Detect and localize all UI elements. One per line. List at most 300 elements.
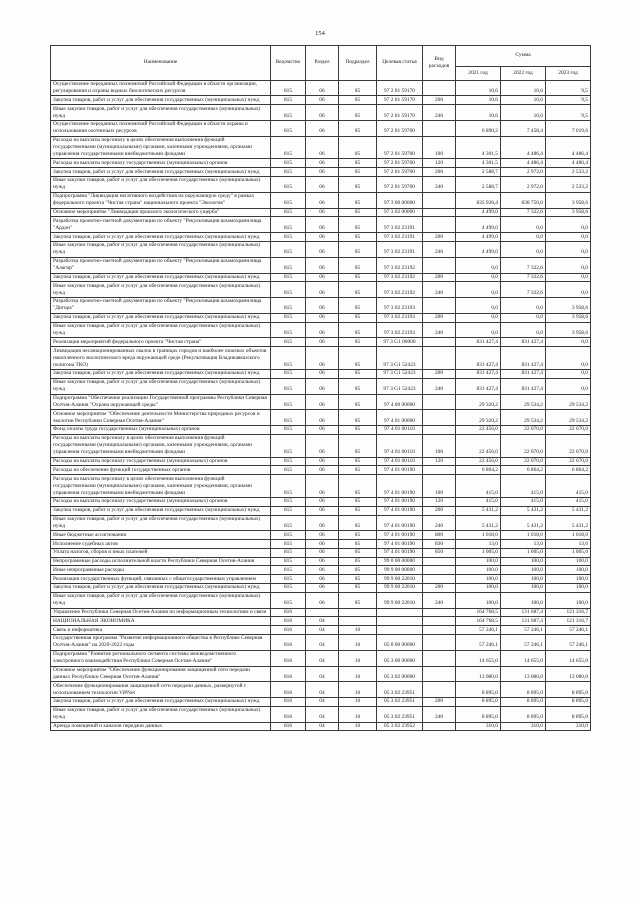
row-sum-2021: 5 431,2 [456,506,501,515]
row-ved: 815 [271,257,306,273]
row-sum-2021: 831 427,4 [456,369,501,378]
row-target-article: 97 2 01 59700 [377,136,423,159]
row-expense-type: 240 [423,105,456,121]
row-name: Закупка товаров, работ и услуг для обеспечения государственных (муниципальных) нужд [51,584,271,593]
row-target-article: 97 2 01 59700 [377,159,423,168]
row-podrazdel: 10 [339,666,377,682]
table-row [51,217,591,233]
row-razdel: 06 [306,506,339,515]
row-expense-type: 200 [423,313,456,322]
row-target-article: 97 3 02 23193 [377,313,423,322]
row-ved: 815 [271,584,306,593]
row-sum-2023: 0,0 [546,347,591,370]
row-name: Расходы на обеспечение функций государственных органов [51,466,271,475]
row-expense-type [423,608,456,617]
row-ved: 815 [271,548,306,557]
row-name: Связь и информатика [51,626,271,635]
row-expense-type: 200 [423,584,456,593]
row-razdel: 06 [306,369,339,378]
row-razdel: 06 [306,394,339,410]
row-razdel: 04 [306,682,339,698]
row-sum-2022: 0,0 [501,241,546,257]
row-sum-2021: 0,0 [456,322,501,338]
row-razdel: 04 [306,650,339,666]
row-sum-2023: 9,5 [546,96,591,105]
table-row [51,540,591,549]
row-sum-2022: 415,0 [501,475,546,498]
row-expense-type [423,466,456,475]
row-expense-type: 100 [423,434,456,457]
row-name: Закупка товаров, работ и услуг для обеспечения государственных (муниципальных) нужд [51,168,271,177]
row-name: Непрограммные расходы исполнительной власти Республики Северная Осетия-Алания [51,557,271,566]
table-row [51,273,591,282]
row-name: Иные закупки товаров, работ и услуг для обеспечения государственных (муниципальных) нужд [51,515,271,531]
row-sum-2021: 10,6 [456,80,501,96]
row-expense-type: 240 [423,378,456,394]
row-podrazdel: 05 [339,394,377,410]
row-sum-2023: 57 246,1 [546,626,591,635]
row-sum-2023: 4 486,4 [546,136,591,159]
header-target-article: Целевая статья [377,46,423,81]
row-target-article: 97 2 01 59700 [377,120,423,136]
table-row [51,722,591,731]
row-podrazdel: 05 [339,105,377,121]
row-target-article: 97 3 G1 52423 [377,378,423,394]
row-target-article: 05 3 02 23951 [377,698,423,707]
table-row [51,434,591,457]
row-ved: 815 [271,426,306,435]
row-name: Расходы на выплаты персоналу в целях обеспечения выполнения функций государственными (муниципальными) органами, казенными учреждениями, органами управления государственными внебюджетными фондами [51,136,271,159]
row-target-article: 97 4 01 00110 [377,434,423,457]
row-target-article: 99 9 00 22010 [377,584,423,593]
row-sum-2023: 0,0 [546,338,591,347]
row-target-article: 97 4 01 00190 [377,548,423,557]
row-podrazdel: 10 [339,626,377,635]
row-name: Обеспечение функционирования защищенной сети передачи данных, развернутой с использованием технологии ViPNet [51,682,271,698]
row-sum-2022: 100,0 [501,566,546,575]
row-name: Иные закупки товаров, работ и услуг для обеспечения государственных (муниципальных) нужд [51,282,271,298]
row-podrazdel: 05 [339,434,377,457]
row-expense-type [423,682,456,698]
row-target-article: 97 4 01 00190 [377,515,423,531]
row-sum-2021: 0,0 [456,313,501,322]
row-name: Расходы на выплаты персоналу государственных (муниципальных) органов [51,159,271,168]
row-sum-2022: 838 750,0 [501,192,546,208]
row-expense-type: 200 [423,698,456,707]
row-sum-2021: 0,0 [456,282,501,298]
row-name: Ликвидация несанкционированных свалок в границах городов и наиболее опасных объектов накопленного экологического вреда окружающей среде (Рекультивация Владикавказского полигона ТКО) [51,347,271,370]
row-ved: 816 [271,666,306,682]
row-name: Разработка проектно-сметной документации по объекту "Рекультивация шламохранилища "Дигора" [51,298,271,314]
row-sum-2023: 1 018,0 [546,531,591,540]
row-name: Основное мероприятие "Обеспечение деятельности Министерства природных ресурсов и экологии Республики Северная Осетия-Алания" [51,410,271,426]
table-row [51,575,591,584]
row-target-article: 97 4 00 00000 [377,394,423,410]
row-sum-2023: 0,0 [546,217,591,233]
row-ved: 815 [271,378,306,394]
table-row [51,457,591,466]
row-ved: 815 [271,410,306,426]
table-row [51,96,591,105]
row-sum-2023: 8 895,0 [546,706,591,722]
row-sum-2022: 0,0 [501,298,546,314]
row-ved: 816 [271,608,306,617]
row-sum-2021: 10,6 [456,96,501,105]
row-razdel: 06 [306,515,339,531]
row-sum-2021: 831 427,4 [456,378,501,394]
row-expense-type: 830 [423,540,456,549]
row-podrazdel: 05 [339,96,377,105]
row-ved: 815 [271,592,306,608]
row-sum-2022: 1 005,0 [501,548,546,557]
row-sum-2022: 0,0 [501,313,546,322]
row-sum-2023: 0,0 [546,369,591,378]
table-row [51,80,591,96]
row-sum-2021: 8 895,0 [456,698,501,707]
row-target-article: 05 3 02 23952 [377,722,423,731]
row-sum-2021: 2 588,7 [456,177,501,193]
row-sum-2021: 415,0 [456,475,501,498]
row-expense-type [423,208,456,217]
table-row [51,177,591,193]
row-podrazdel: 10 [339,682,377,698]
row-target-article: 97 3 G1 52423 [377,369,423,378]
table-row [51,159,591,168]
row-expense-type: 120 [423,498,456,507]
row-sum-2023: 4 486,4 [546,159,591,168]
row-sum-2023: 5 431,2 [546,515,591,531]
row-expense-type [423,192,456,208]
row-name: Осуществление переданных полномочий Российской Федерации в области охраны и использования охотничьих ресурсов [51,120,271,136]
row-podrazdel: 05 [339,457,377,466]
row-sum-2021: 0,0 [456,273,501,282]
table-row [51,257,591,273]
row-podrazdel: 05 [339,208,377,217]
row-razdel: 06 [306,168,339,177]
row-razdel: 06 [306,208,339,217]
row-expense-type: 100 [423,475,456,498]
row-name: Основное мероприятие "Обеспечение функционирования защищенной сети передачи данных Республики Северная Осетия-Алания" [51,666,271,682]
row-sum-2023: 29 534,2 [546,394,591,410]
table-row [51,394,591,410]
row-sum-2022: 7 322,6 [501,208,546,217]
row-sum-2022: 29 534,2 [501,394,546,410]
row-ved: 815 [271,498,306,507]
header-podrazdel: Подраздел [339,46,377,81]
row-ved: 816 [271,634,306,650]
row-sum-2021: 4 301,5 [456,136,501,159]
row-sum-2021: 100,0 [456,584,501,593]
row-ved: 816 [271,682,306,698]
row-target-article [377,617,423,626]
row-ved: 815 [271,515,306,531]
row-razdel: 06 [306,378,339,394]
table-row [51,634,591,650]
row-razdel: 06 [306,80,339,96]
row-name: Иные закупки товаров, работ и услуг для обеспечения государственных (муниципальных) нужд [51,378,271,394]
row-ved: 815 [271,566,306,575]
row-ved: 815 [271,322,306,338]
row-target-article: 97 4 01 00110 [377,426,423,435]
row-razdel: 06 [306,313,339,322]
row-name: Подпрограмма "Ликвидация негативного воздействия на окружающую среду" в рамках федерального проекта "Чистая страна" национального проекта "Экология" [51,192,271,208]
row-razdel: 06 [306,575,339,584]
row-sum-2022: 8 895,0 [501,698,546,707]
row-podrazdel: 05 [339,282,377,298]
header-expense-type: Вид расходов [423,46,456,81]
row-sum-2023: 415,0 [546,498,591,507]
row-sum-2022: 2 972,0 [501,177,546,193]
row-razdel: 06 [306,105,339,121]
row-target-article: 97 4 01 00000 [377,410,423,426]
row-name: Аренда помещений и каналов передачи данных [51,722,271,731]
row-target-article: 97 3 02 23192 [377,273,423,282]
row-expense-type: 200 [423,168,456,177]
row-ved: 815 [271,394,306,410]
row-sum-2021: 100,0 [456,557,501,566]
row-razdel: 06 [306,159,339,168]
row-podrazdel: 05 [339,506,377,515]
row-sum-2023: 22 670,0 [546,426,591,435]
row-target-article: 97 3 02 23192 [377,257,423,273]
row-name: Закупка товаров, работ и услуг для обеспечения государственных (муниципальных) нужд [51,313,271,322]
row-target-article: 97 4 01 00190 [377,540,423,549]
row-sum-2022: 6 864,2 [501,466,546,475]
table-row [51,347,591,370]
row-podrazdel: 10 [339,722,377,731]
row-target-article: 05 3 02 23951 [377,706,423,722]
row-target-article: 05 3 02 00000 [377,666,423,682]
row-sum-2022: 0,0 [501,233,546,242]
row-expense-type [423,557,456,566]
table-row [51,313,591,322]
row-podrazdel: 05 [339,241,377,257]
table-row [51,466,591,475]
header-sum: Сумма [456,46,591,67]
row-sum-2023: 14 655,0 [546,650,591,666]
row-target-article [377,608,423,617]
row-ved: 815 [271,177,306,193]
row-sum-2021: 0,0 [456,298,501,314]
row-sum-2022: 57 246,1 [501,634,546,650]
row-podrazdel: 05 [339,566,377,575]
row-sum-2023: 29 534,2 [546,410,591,426]
table-row [51,208,591,217]
row-sum-2021: 100,0 [456,566,501,575]
row-target-article: 97 3 G1 52423 [377,347,423,370]
row-ved: 815 [271,369,306,378]
table-row [51,566,591,575]
row-sum-2023: 8 895,0 [546,698,591,707]
row-name: Закупка товаров, работ и услуг для обеспечения государственных (муниципальных) нужд [51,698,271,707]
row-sum-2023: 310,0 [546,722,591,731]
row-sum-2023: 6 864,2 [546,466,591,475]
row-podrazdel [339,608,377,617]
row-podrazdel: 05 [339,298,377,314]
table-row [51,548,591,557]
row-podrazdel: 05 [339,548,377,557]
row-sum-2022: 10,6 [501,80,546,96]
row-ved: 815 [271,233,306,242]
row-razdel: 06 [306,233,339,242]
row-ved: 816 [271,698,306,707]
row-razdel: 06 [306,96,339,105]
row-target-article: 97 4 01 00190 [377,531,423,540]
row-podrazdel: 05 [339,168,377,177]
header-ved: Ведомство [271,46,306,81]
row-ved: 815 [271,80,306,96]
row-razdel: 04 [306,617,339,626]
row-ved: 816 [271,650,306,666]
row-target-article: 97 3 02 23193 [377,322,423,338]
row-razdel: 06 [306,338,339,347]
row-sum-2022: 0,0 [501,217,546,233]
row-sum-2021: 22 456,0 [456,434,501,457]
row-sum-2021: 8 895,0 [456,706,501,722]
row-name: Закупка товаров, работ и услуг для обеспечения государственных (муниципальных) нужд [51,273,271,282]
row-name: Подпрограмма "Развитие регионального сегмента системы межведомственного электронного взаимодействия Республики Северная Осетия-Алания" [51,650,271,666]
row-target-article: 97 4 01 00190 [377,475,423,498]
row-sum-2022: 57 246,1 [501,626,546,635]
row-expense-type [423,257,456,273]
row-name: Реализация мероприятий федерального проекта "Чистая страна" [51,338,271,347]
row-podrazdel: 05 [339,557,377,566]
row-name: Осуществление переданных полномочий Российской Федерации в области организации, регулирования и охраны водных биологических ресурсов [51,80,271,96]
row-sum-2023: 121 316,7 [546,617,591,626]
row-razdel: 06 [306,282,339,298]
row-target-article: 97 3 G1 00000 [377,338,423,347]
row-sum-2022: 22 670,0 [501,426,546,435]
row-name: Управление Республики Северная Осетия-Алания по информационным технологиям и связи [51,608,271,617]
row-name: Исполнение судебных актов [51,540,271,549]
row-sum-2022: 131 687,4 [501,608,546,617]
row-sum-2023: 5 431,2 [546,506,591,515]
row-ved: 815 [271,136,306,159]
row-name: Иные бюджетные ассигнования [51,531,271,540]
row-sum-2023: 0,0 [546,378,591,394]
row-podrazdel: 05 [339,192,377,208]
row-sum-2022: 29 534,2 [501,410,546,426]
row-sum-2022: 8 895,0 [501,682,546,698]
row-expense-type [423,217,456,233]
row-sum-2022: 1 018,0 [501,531,546,540]
row-expense-type [423,575,456,584]
row-podrazdel: 05 [339,410,377,426]
row-sum-2021: 57 246,1 [456,626,501,635]
row-sum-2022: 100,0 [501,557,546,566]
row-razdel: 06 [306,120,339,136]
row-razdel: 06 [306,566,339,575]
row-sum-2021: 4 301,5 [456,159,501,168]
row-podrazdel: 05 [339,177,377,193]
row-razdel: 06 [306,475,339,498]
row-sum-2023: 3 958,6 [546,192,591,208]
row-ved: 815 [271,338,306,347]
row-expense-type: 850 [423,548,456,557]
row-razdel: 04 [306,722,339,731]
row-razdel: 06 [306,322,339,338]
row-expense-type [423,566,456,575]
row-sum-2023: 415,0 [546,475,591,498]
row-ved: 815 [271,347,306,370]
table-row [51,506,591,515]
row-sum-2021: 10,6 [456,105,501,121]
row-target-article: 97 2 01 59170 [377,105,423,121]
row-sum-2023: 100,0 [546,566,591,575]
row-expense-type: 240 [423,282,456,298]
row-sum-2022: 4 486,4 [501,136,546,159]
row-sum-2021: 6 864,2 [456,466,501,475]
row-razdel: 06 [306,257,339,273]
header-year-2023: 2023 год [546,66,591,80]
table-body [51,80,591,731]
row-expense-type [423,338,456,347]
row-ved: 815 [271,457,306,466]
row-expense-type: 200 [423,233,456,242]
row-podrazdel: 05 [339,369,377,378]
row-sum-2023: 13,0 [546,540,591,549]
row-sum-2021: 100,0 [456,592,501,608]
row-sum-2023: 3 958,6 [546,322,591,338]
row-sum-2022: 831 427,4 [501,369,546,378]
row-sum-2022: 4 486,4 [501,159,546,168]
row-sum-2022: 22 670,0 [501,457,546,466]
row-target-article: 97 3 00 00000 [377,192,423,208]
row-expense-type [423,394,456,410]
row-razdel: 06 [306,592,339,608]
row-razdel [306,608,339,617]
row-sum-2023: 121 316,7 [546,608,591,617]
table-row [51,369,591,378]
row-razdel: 06 [306,136,339,159]
row-ved: 815 [271,313,306,322]
row-expense-type: 240 [423,515,456,531]
row-podrazdel: 05 [339,592,377,608]
table-row [51,168,591,177]
row-ved: 816 [271,626,306,635]
row-podrazdel: 05 [339,322,377,338]
row-podrazdel: 05 [339,347,377,370]
row-ved: 815 [271,466,306,475]
row-razdel: 06 [306,434,339,457]
row-name: Основное мероприятие "Ликвидация прошлого экологического ущерба" [51,208,271,217]
row-name: Иные закупки товаров, работ и услуг для обеспечения государственных (муниципальных) нужд [51,105,271,121]
table-row [51,650,591,666]
row-sum-2022: 131 687,4 [501,617,546,626]
row-sum-2023: 100,0 [546,557,591,566]
row-sum-2021: 4 499,0 [456,241,501,257]
table-row [51,498,591,507]
row-razdel: 06 [306,426,339,435]
row-name: Фонд оплаты труда государственных (муниципальных) органов [51,426,271,435]
table-row [51,105,591,121]
table-header [51,46,591,81]
row-ved: 816 [271,706,306,722]
table-row [51,531,591,540]
row-sum-2021: 57 246,1 [456,634,501,650]
row-sum-2023: 22 670,0 [546,457,591,466]
row-sum-2023: 100,0 [546,584,591,593]
row-target-article: 97 2 01 59700 [377,168,423,177]
row-sum-2023: 2 533,2 [546,177,591,193]
row-sum-2022: 13 080,0 [501,666,546,682]
row-target-article: 99 0 00 00000 [377,557,423,566]
row-name: Расходы на выплаты персоналу государственных (муниципальных) органов [51,498,271,507]
row-podrazdel: 05 [339,466,377,475]
row-ved: 815 [271,282,306,298]
row-sum-2021: 14 655,0 [456,650,501,666]
row-name: Расходы на выплаты персоналу государственных (муниципальных) органов [51,457,271,466]
